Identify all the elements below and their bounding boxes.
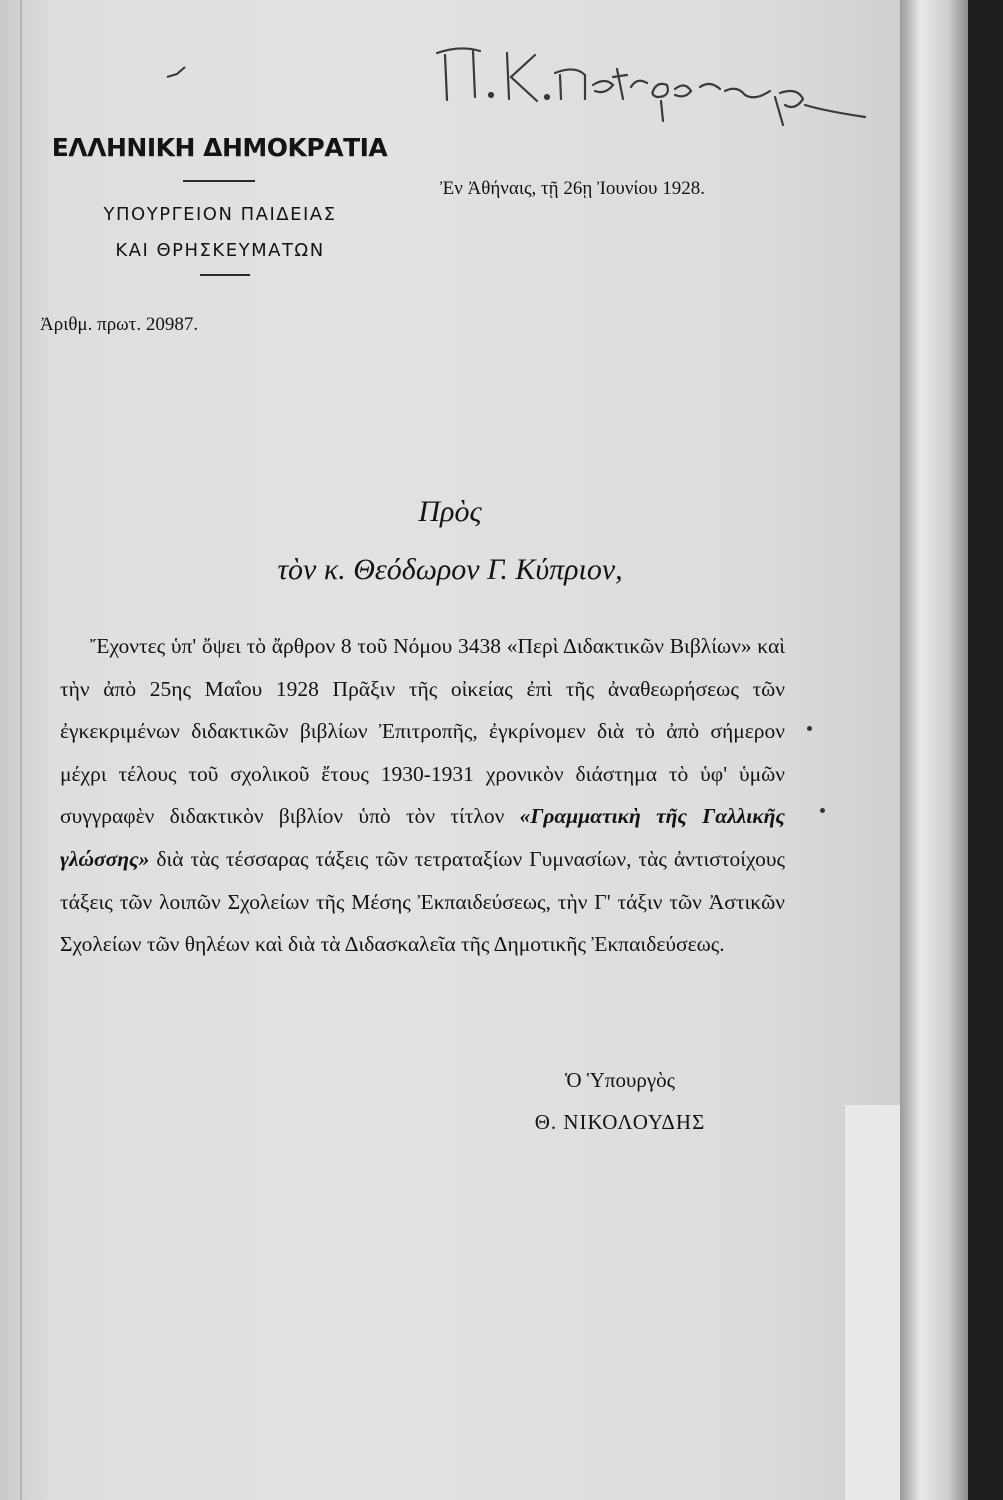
signature-name: Θ. ΝΙΚΟΛΟΥΔΗΣ bbox=[534, 1110, 706, 1134]
scan-background bbox=[968, 0, 1003, 1500]
ink-speck bbox=[807, 726, 812, 731]
state-title: ΕΛΛΗΝΙΚΗ ΔΗΜΟΚΡΑΤΙΑ bbox=[51, 133, 388, 162]
signature-role: Ὁ Ὑπουργὸς bbox=[565, 1068, 675, 1092]
ministry-name-line2: ΚΑΙ ΘΡΗΣΚΕΥΜΑΤΩΝ bbox=[115, 240, 325, 261]
header-divider bbox=[183, 180, 255, 182]
letter-date: Ἐν Ἀθήναις, τῇ 26ῃ Ἰουνίου 1928. bbox=[440, 178, 705, 199]
letter-body bbox=[60, 625, 785, 966]
book-edge bbox=[900, 0, 968, 1500]
handwritten-signature bbox=[425, 25, 875, 135]
body-text-part2: διὰ τὰς τέσσαρας τάξεις τῶν τετραταξίων Γυμνασίων, τὰς ἀντιστοίχους τάξεις τῶν λοιπῶν Σχολείων τῆς Μέσης Ἐκπαιδεύσεως, τὴν Γ' τάξιν τῶν Ἀστικῶν Σχολείων τῶν θηλέων καὶ διὰ τὰ Διδασκαλεῖα τῆς Δημοτικῆς Ἐκπαιδεύσεως. bbox=[60, 846, 785, 957]
protocol-number: Ἀριθμ. πρωτ. 20987. bbox=[40, 314, 199, 335]
ink-speck bbox=[820, 808, 825, 813]
body-text-part1: Ἔχοντες ὑπ' ὄψει τὸ ἄρθρον 8 τοῦ Νόμου 3438 «Περὶ Διδακτικῶν Βιβλίων» καὶ τὴν ἀπὸ 25ης Μαΐου 1928 Πρᾶξιν τῆς οἰκείας ἐπὶ τῆς ἀναθεωρήσεως τῶν ἐγκεκριμένων διδακτικῶν βιβλίων Ἐπιτροπῆς, ἐγκρίνομεν διὰ τὸ ἀπὸ σήμερον μέχρι τέλους τοῦ σχολικοῦ ἔτους 1930-1931 χρονικὸν διάστημα τὸ ὑφ' ὑμῶν συγγραφὲν διδακτικὸν βιβλίον ὑπὸ τὸν τίτλον bbox=[60, 634, 785, 829]
pencil-tick-mark bbox=[165, 65, 187, 81]
addressee-label: Πρὸς bbox=[418, 495, 482, 528]
ministry-name-line1: ΥΠΟΥΡΓΕΙΟΝ ΠΑΙΔΕΙΑΣ bbox=[103, 204, 337, 225]
ministry-divider bbox=[200, 274, 250, 276]
addressee-name: τὸν κ. Θεόδωρον Γ. Κύπριον, bbox=[277, 553, 623, 586]
book-title: «Γραμματικὴ τῆς Γαλλικῆς γλώσσης» bbox=[60, 804, 785, 871]
page-fold bbox=[20, 0, 22, 1500]
paper-edge-strip bbox=[845, 1105, 900, 1500]
